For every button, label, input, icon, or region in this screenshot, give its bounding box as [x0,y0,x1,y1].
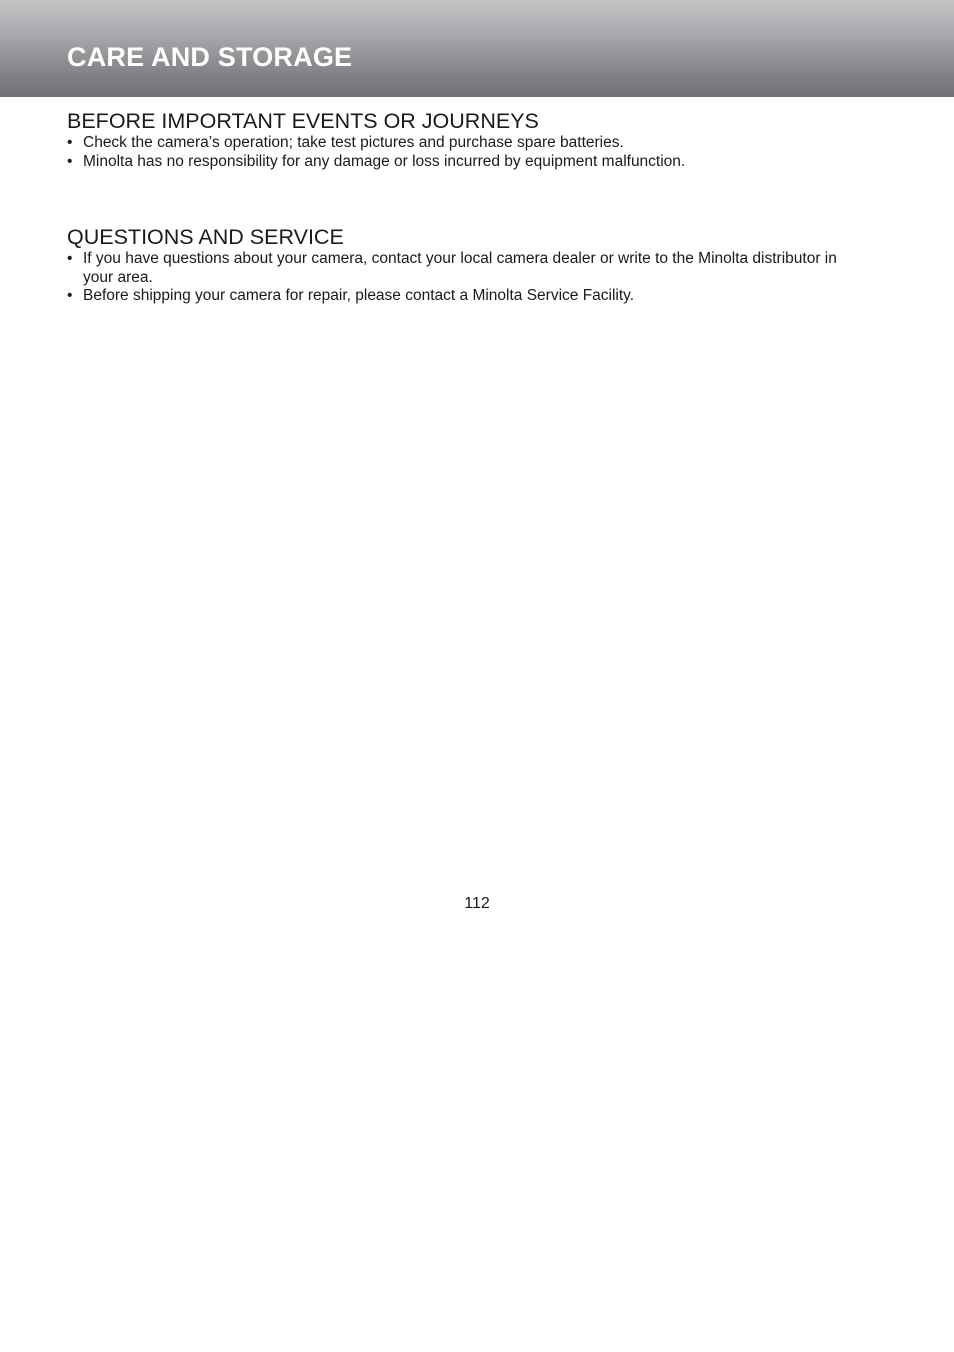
page-number: 112 [464,895,490,912]
list-item [67,287,837,306]
bullet-icon: • [67,152,73,170]
bullet-icon: • [67,250,73,267]
list-item-text: Check the camera’s operation; take test pictures and purchase spare batteries. [83,134,624,151]
list-item-text: Before shipping your camera for repair, please contact a Minolta Service Facility. [83,287,635,304]
section-questions-service [67,224,837,306]
bullet-icon: • [67,134,73,151]
list-item [67,153,837,172]
list-item-text: Minolta has no responsibility for any damage or loss incurred by equipment malfunction. [83,152,686,170]
section-before-events [67,108,837,171]
header-band [0,0,954,97]
bullet-list [67,250,837,306]
section-heading: BEFORE IMPORTANT EVENTS OR JOURNEYS [67,109,539,133]
section-heading: QUESTIONS AND SERVICE [67,225,344,249]
bullet-list [67,134,837,171]
list-item [67,250,837,287]
list-item [67,134,837,153]
list-item-text: If you have questions about your camera, contact your local camera dealer or write to the Minolta distributor in your area. [83,250,837,286]
page-title: CARE AND STORAGE [67,42,353,72]
bullet-icon: • [67,287,73,304]
